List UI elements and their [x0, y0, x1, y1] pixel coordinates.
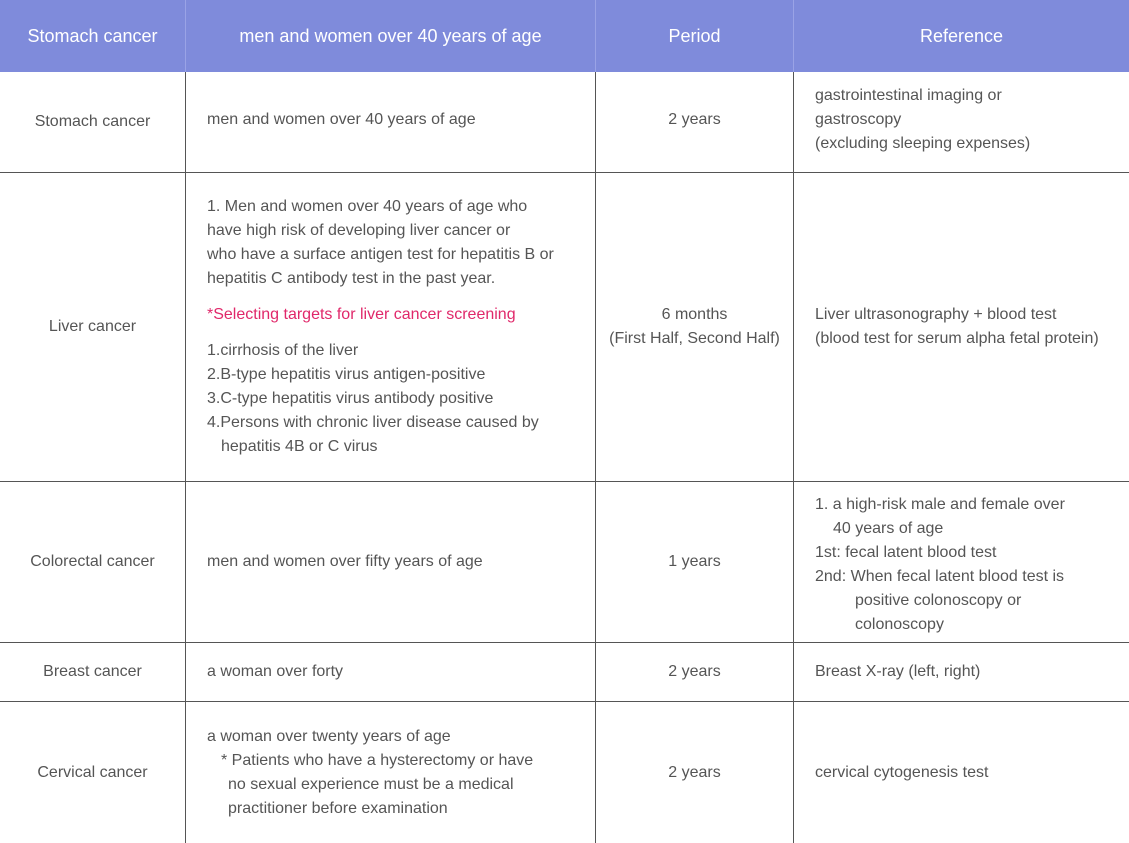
reference-line: (excluding sleeping expenses)	[815, 135, 1031, 152]
target-list-item: 3.C-type hepatitis virus antibody positive	[207, 390, 494, 407]
reference-line: (blood test for serum alpha fetal protein)	[815, 330, 1099, 347]
reference-line: 1. a high-risk male and female over	[815, 496, 1065, 513]
reference-line: colonoscopy	[855, 616, 944, 633]
row-target	[185, 173, 595, 481]
target-line: 1. Men and women over 40 years of age who	[207, 198, 528, 215]
reference-line: cervical cytogenesis test	[815, 763, 989, 781]
header-col-name: Stomach cancer	[27, 25, 158, 46]
row-reference	[793, 643, 1129, 701]
row-period	[595, 643, 793, 701]
reference-line: 40 years of age	[833, 520, 944, 537]
header-col-reference: Reference	[793, 0, 1129, 72]
target-line: men and women over fifty years of age	[207, 553, 483, 570]
row-reference	[793, 173, 1129, 481]
target-line: who have a surface antigen test for hepatitis B or	[207, 246, 554, 263]
row-target	[185, 72, 595, 172]
reference-line: 1st: fecal latent blood test	[815, 544, 997, 561]
header-col-period: Period	[595, 0, 793, 72]
row-name: Colorectal cancer	[30, 553, 155, 570]
target-list-item: 2.B-type hepatitis virus antigen-positive	[207, 366, 486, 383]
row-target	[185, 702, 595, 843]
row-name: Stomach cancer	[34, 113, 151, 130]
table-row-breast	[0, 643, 1129, 702]
row-period	[595, 72, 793, 172]
reference-line: Liver ultrasonography + blood test	[815, 306, 1057, 323]
target-line: no sexual experience must be a medical	[228, 775, 514, 793]
row-reference	[793, 702, 1129, 843]
period-line: 2 years	[668, 763, 721, 781]
row-target	[185, 482, 595, 642]
period-line: 2 years	[668, 663, 721, 680]
row-reference	[793, 482, 1129, 642]
target-line: have high risk of developing liver cancer or	[207, 222, 511, 239]
reference-line: Breast X-ray (left, right)	[815, 663, 981, 680]
period-line: (First Half, Second Half)	[609, 330, 780, 347]
target-list-item: 4.Persons with chronic liver disease caused by	[207, 414, 539, 431]
target-line: hepatitis C antibody test in the past year.	[207, 270, 496, 287]
target-note: *Selecting targets for liver cancer screening	[207, 306, 516, 323]
target-line: * Patients who have a hysterectomy or have	[221, 751, 534, 769]
reference-line: gastroscopy	[815, 111, 902, 128]
row-name: Liver cancer	[48, 318, 137, 335]
reference-line: positive colonoscopy or	[855, 592, 1022, 609]
table-row-colorectal	[0, 482, 1129, 643]
target-list-item: hepatitis 4B or C virus	[221, 438, 378, 455]
target-line: a woman over twenty years of age	[207, 727, 451, 745]
target-list-item: 1.cirrhosis of the liver	[207, 342, 359, 359]
row-target	[185, 643, 595, 701]
target-line: men and women over 40 years of age	[207, 111, 476, 128]
period-line: 2 years	[668, 111, 721, 128]
table-header	[0, 0, 1129, 72]
table-row-stomach	[0, 72, 1129, 173]
period-line: 1 years	[668, 553, 721, 570]
target-line: practitioner before examination	[228, 799, 448, 817]
reference-line: gastrointestinal imaging or	[815, 87, 1002, 104]
row-period	[595, 702, 793, 843]
row-period	[595, 173, 793, 481]
period-line: 6 months	[661, 306, 728, 323]
row-period	[595, 482, 793, 642]
table-row-liver	[0, 173, 1129, 482]
target-line: a woman over forty	[207, 663, 344, 680]
table-row-cervical	[0, 702, 1129, 843]
row-name: Breast cancer	[43, 663, 142, 680]
row-name: Cervical cancer	[37, 763, 148, 781]
reference-line: 2nd: When fecal latent blood test is	[815, 568, 1065, 585]
row-reference	[793, 72, 1129, 172]
header-col-target: men and women over 40 years of age	[185, 0, 595, 72]
